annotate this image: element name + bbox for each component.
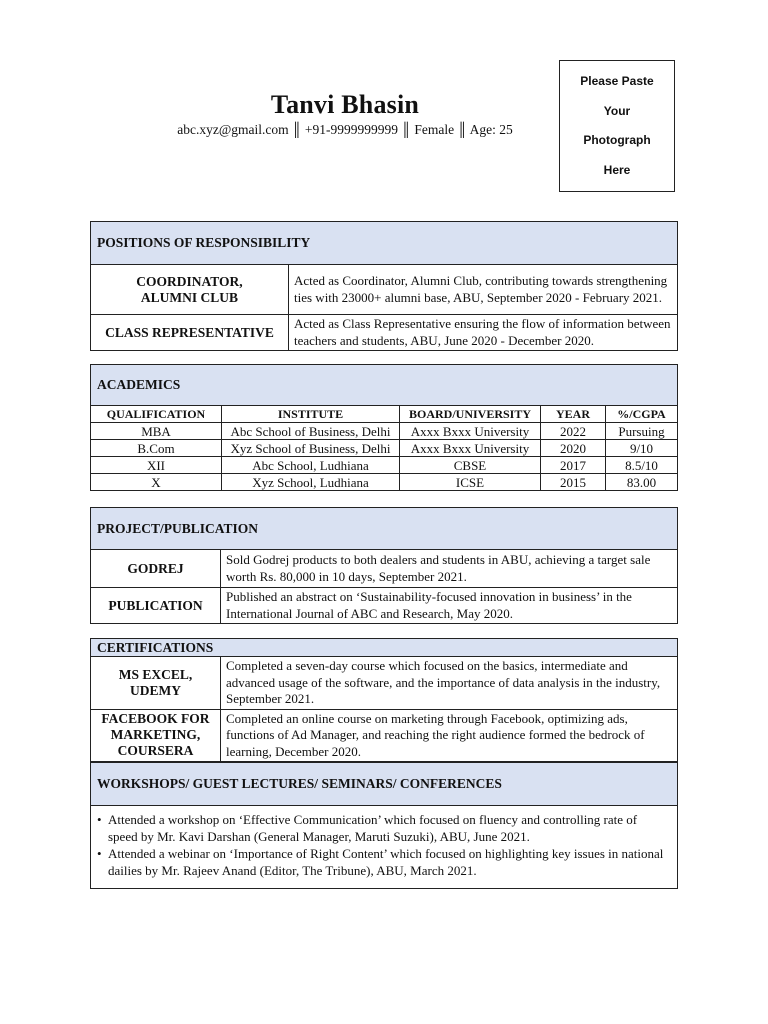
section-title: ACADEMICS xyxy=(90,364,678,406)
table-cell: Abc School of Business, Delhi xyxy=(222,423,400,440)
table-row xyxy=(91,550,678,588)
certification-label: MS EXCEL, UDEMY xyxy=(91,657,221,710)
table-cell: Abc School, Ludhiana xyxy=(222,457,400,474)
workshops-section xyxy=(90,762,678,889)
section-title: PROJECT/PUBLICATION xyxy=(90,507,678,550)
project-description: Sold Godrej products to both dealers and students in ABU, achieving a target sale worth Rs. 80,000 in 10 days, September 2021. xyxy=(221,550,678,588)
project-label: PUBLICATION xyxy=(91,588,221,624)
table-row xyxy=(91,423,678,440)
certifications-table xyxy=(90,638,678,762)
column-header: INSTITUTE xyxy=(222,406,400,423)
table-cell: Axxx Bxxx University xyxy=(400,440,541,457)
table-cell: 9/10 xyxy=(606,440,678,457)
photo-text-line: Photograph xyxy=(583,133,651,147)
project-description: Published an abstract on ‘Sustainability-focused innovation in business’ in the International Journal of ABC and Research, May 2020. xyxy=(221,588,678,624)
list-item xyxy=(97,846,669,879)
table-cell: B.Com xyxy=(91,440,222,457)
table-row xyxy=(91,657,678,710)
academics-table xyxy=(90,405,678,491)
projects-table xyxy=(90,549,678,624)
workshop-text: Attended a workshop on ‘Effective Communication’ which focused on fluency and controlling rate of speed by Mr. Kavi Darshan (General Manager, Maruti Suzuki), ABU, June 2021. xyxy=(108,812,638,844)
table-cell: MBA xyxy=(91,423,222,440)
list-item xyxy=(97,812,669,845)
table-row xyxy=(91,315,678,351)
bullet-icon: • xyxy=(97,846,102,861)
project-label: GODREJ xyxy=(91,550,221,588)
workshop-text: Attended a webinar on ‘Importance of Right Content’ which focused on highlighting key issues in national dailies by Mr. Rajeev Anand (Editor, The Tribune), ABU, March 2021. xyxy=(108,846,664,878)
positions-table xyxy=(90,264,678,351)
table-cell: CBSE xyxy=(400,457,541,474)
academics-section xyxy=(90,364,678,491)
certification-label: FACEBOOK FOR MARKETING, COURSERA xyxy=(91,709,221,762)
section-title: WORKSHOPS/ GUEST LECTURES/ SEMINARS/ CONFERENCES xyxy=(91,763,677,806)
table-cell: Axxx Bxxx University xyxy=(400,423,541,440)
contact-line: abc.xyz@gmail.com ║ +91-9999999999 ║ Female ║ Age: 25 xyxy=(177,122,513,137)
certification-description: Completed an online course on marketing through Facebook, optimizing ads, functions of Ad Manager, and reaching the right audience formed the bedrock of learning, December 2020. xyxy=(221,709,678,762)
table-row xyxy=(91,474,678,491)
position-label: COORDINATOR, ALUMNI CLUB xyxy=(91,265,289,315)
table-row xyxy=(91,709,678,762)
photo-text-line: Here xyxy=(603,162,631,177)
bullet-icon: • xyxy=(97,812,102,827)
column-header: BOARD/UNIVERSITY xyxy=(400,406,541,423)
column-header: YEAR xyxy=(541,406,606,423)
positions-section xyxy=(90,221,678,351)
section-title: POSITIONS OF RESPONSIBILITY xyxy=(90,221,678,265)
table-cell: XII xyxy=(91,457,222,474)
table-cell: Xyz School, Ludhiana xyxy=(222,474,400,491)
table-cell: 2022 xyxy=(541,423,606,440)
table-cell: 2017 xyxy=(541,457,606,474)
table-cell: ICSE xyxy=(400,474,541,491)
table-cell: Pursuing xyxy=(606,423,678,440)
projects-section xyxy=(90,507,678,624)
table-cell: 83.00 xyxy=(606,474,678,491)
position-description: Acted as Coordinator, Alumni Club, contributing towards strengthening ties with 23000+ alumni base, ABU, September 2020 - February 2021. xyxy=(289,265,678,315)
table-cell: Xyz School of Business, Delhi xyxy=(222,440,400,457)
certifications-section xyxy=(90,638,678,762)
table-row xyxy=(91,457,678,474)
position-label: CLASS REPRESENTATIVE xyxy=(91,315,289,351)
certification-description: Completed a seven-day course which focused on the basics, intermediate and advanced usage of the software, and the importance of data analysis in the industry, September 2021. xyxy=(221,657,678,710)
table-row xyxy=(91,440,678,457)
table-cell: X xyxy=(91,474,222,491)
photo-text-line: Your xyxy=(603,103,631,118)
table-header-row xyxy=(91,406,678,423)
candidate-name: Tanvi Bhasin xyxy=(270,90,420,119)
column-header: QUALIFICATION xyxy=(91,406,222,423)
position-description: Acted as Class Representative ensuring the flow of information between teachers and students, ABU, June 2020 - December 2020. xyxy=(289,315,678,351)
table-cell: 8.5/10 xyxy=(606,457,678,474)
table-cell: 2015 xyxy=(541,474,606,491)
photo-text-line: Please Paste xyxy=(580,74,654,88)
workshops-list xyxy=(91,806,677,879)
column-header: %/CGPA xyxy=(606,406,678,423)
photo-placeholder xyxy=(559,60,675,192)
table-header-row xyxy=(91,639,678,657)
table-row xyxy=(91,265,678,315)
section-title: CERTIFICATIONS xyxy=(91,639,678,657)
table-cell: 2020 xyxy=(541,440,606,457)
table-row xyxy=(91,588,678,624)
